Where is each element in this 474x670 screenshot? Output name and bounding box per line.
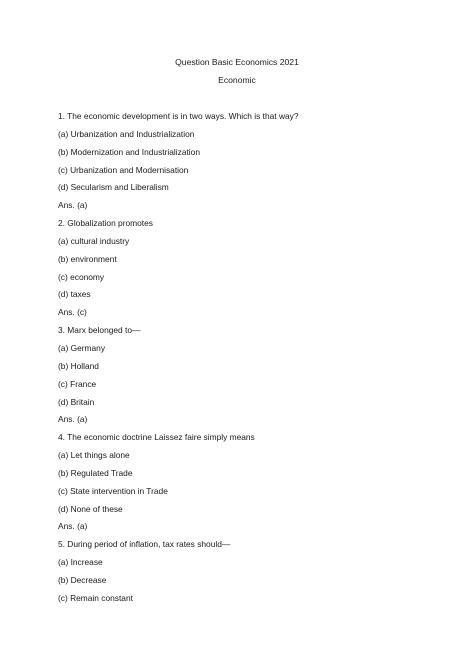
answer-option: (d) Secularism and Liberalism [58,182,169,193]
answer-key: Ans. (a) [58,521,88,532]
answer-key: Ans. (a) [58,200,88,211]
answer-option: (a) Increase [58,557,103,568]
answer-option: (c) Urbanization and Modernisation [58,164,189,175]
question-text: 2. Globalization promotes [58,218,153,229]
question-text: 5. During period of inflation, tax rates should— [58,539,231,550]
answer-option: (b) Decrease [58,574,107,585]
answer-option: (c) economy [58,271,105,282]
answer-option: (c) State intervention in Trade [58,485,168,496]
question-text: 1. The economic development is in two ways. Which is that way? [58,111,299,121]
question-text: 4. The economic doctrine Laissez faire simply means [58,432,255,443]
answer-option: (b) Regulated Trade [58,467,133,478]
answer-key: Ans. (c) [58,307,87,318]
answer-option: (b) environment [58,253,117,264]
answer-option: (a) Urbanization and Industrialization [58,128,195,139]
answer-option: (b) Modernization and Industrialization [58,146,200,157]
answer-option: (d) None of these [58,503,123,514]
answer-option: (a) Let things alone [58,450,130,461]
answer-option: (d) taxes [58,289,91,300]
answer-option: (a) Germany [58,342,106,353]
answer-option: (d) Britain [58,396,95,407]
answer-option: (a) cultural industry [58,235,130,246]
question-list [58,111,299,611]
answer-option: (c) France [58,378,97,389]
document-title: Question Basic Economics 2021 [175,57,299,67]
document-subtitle: Economic [218,75,256,85]
answer-option: (c) Remain constant [58,592,133,603]
answer-key: Ans. (a) [58,414,88,425]
answer-option: (b) Holland [58,360,99,371]
question-text: 3. Marx belonged to— [58,325,141,336]
